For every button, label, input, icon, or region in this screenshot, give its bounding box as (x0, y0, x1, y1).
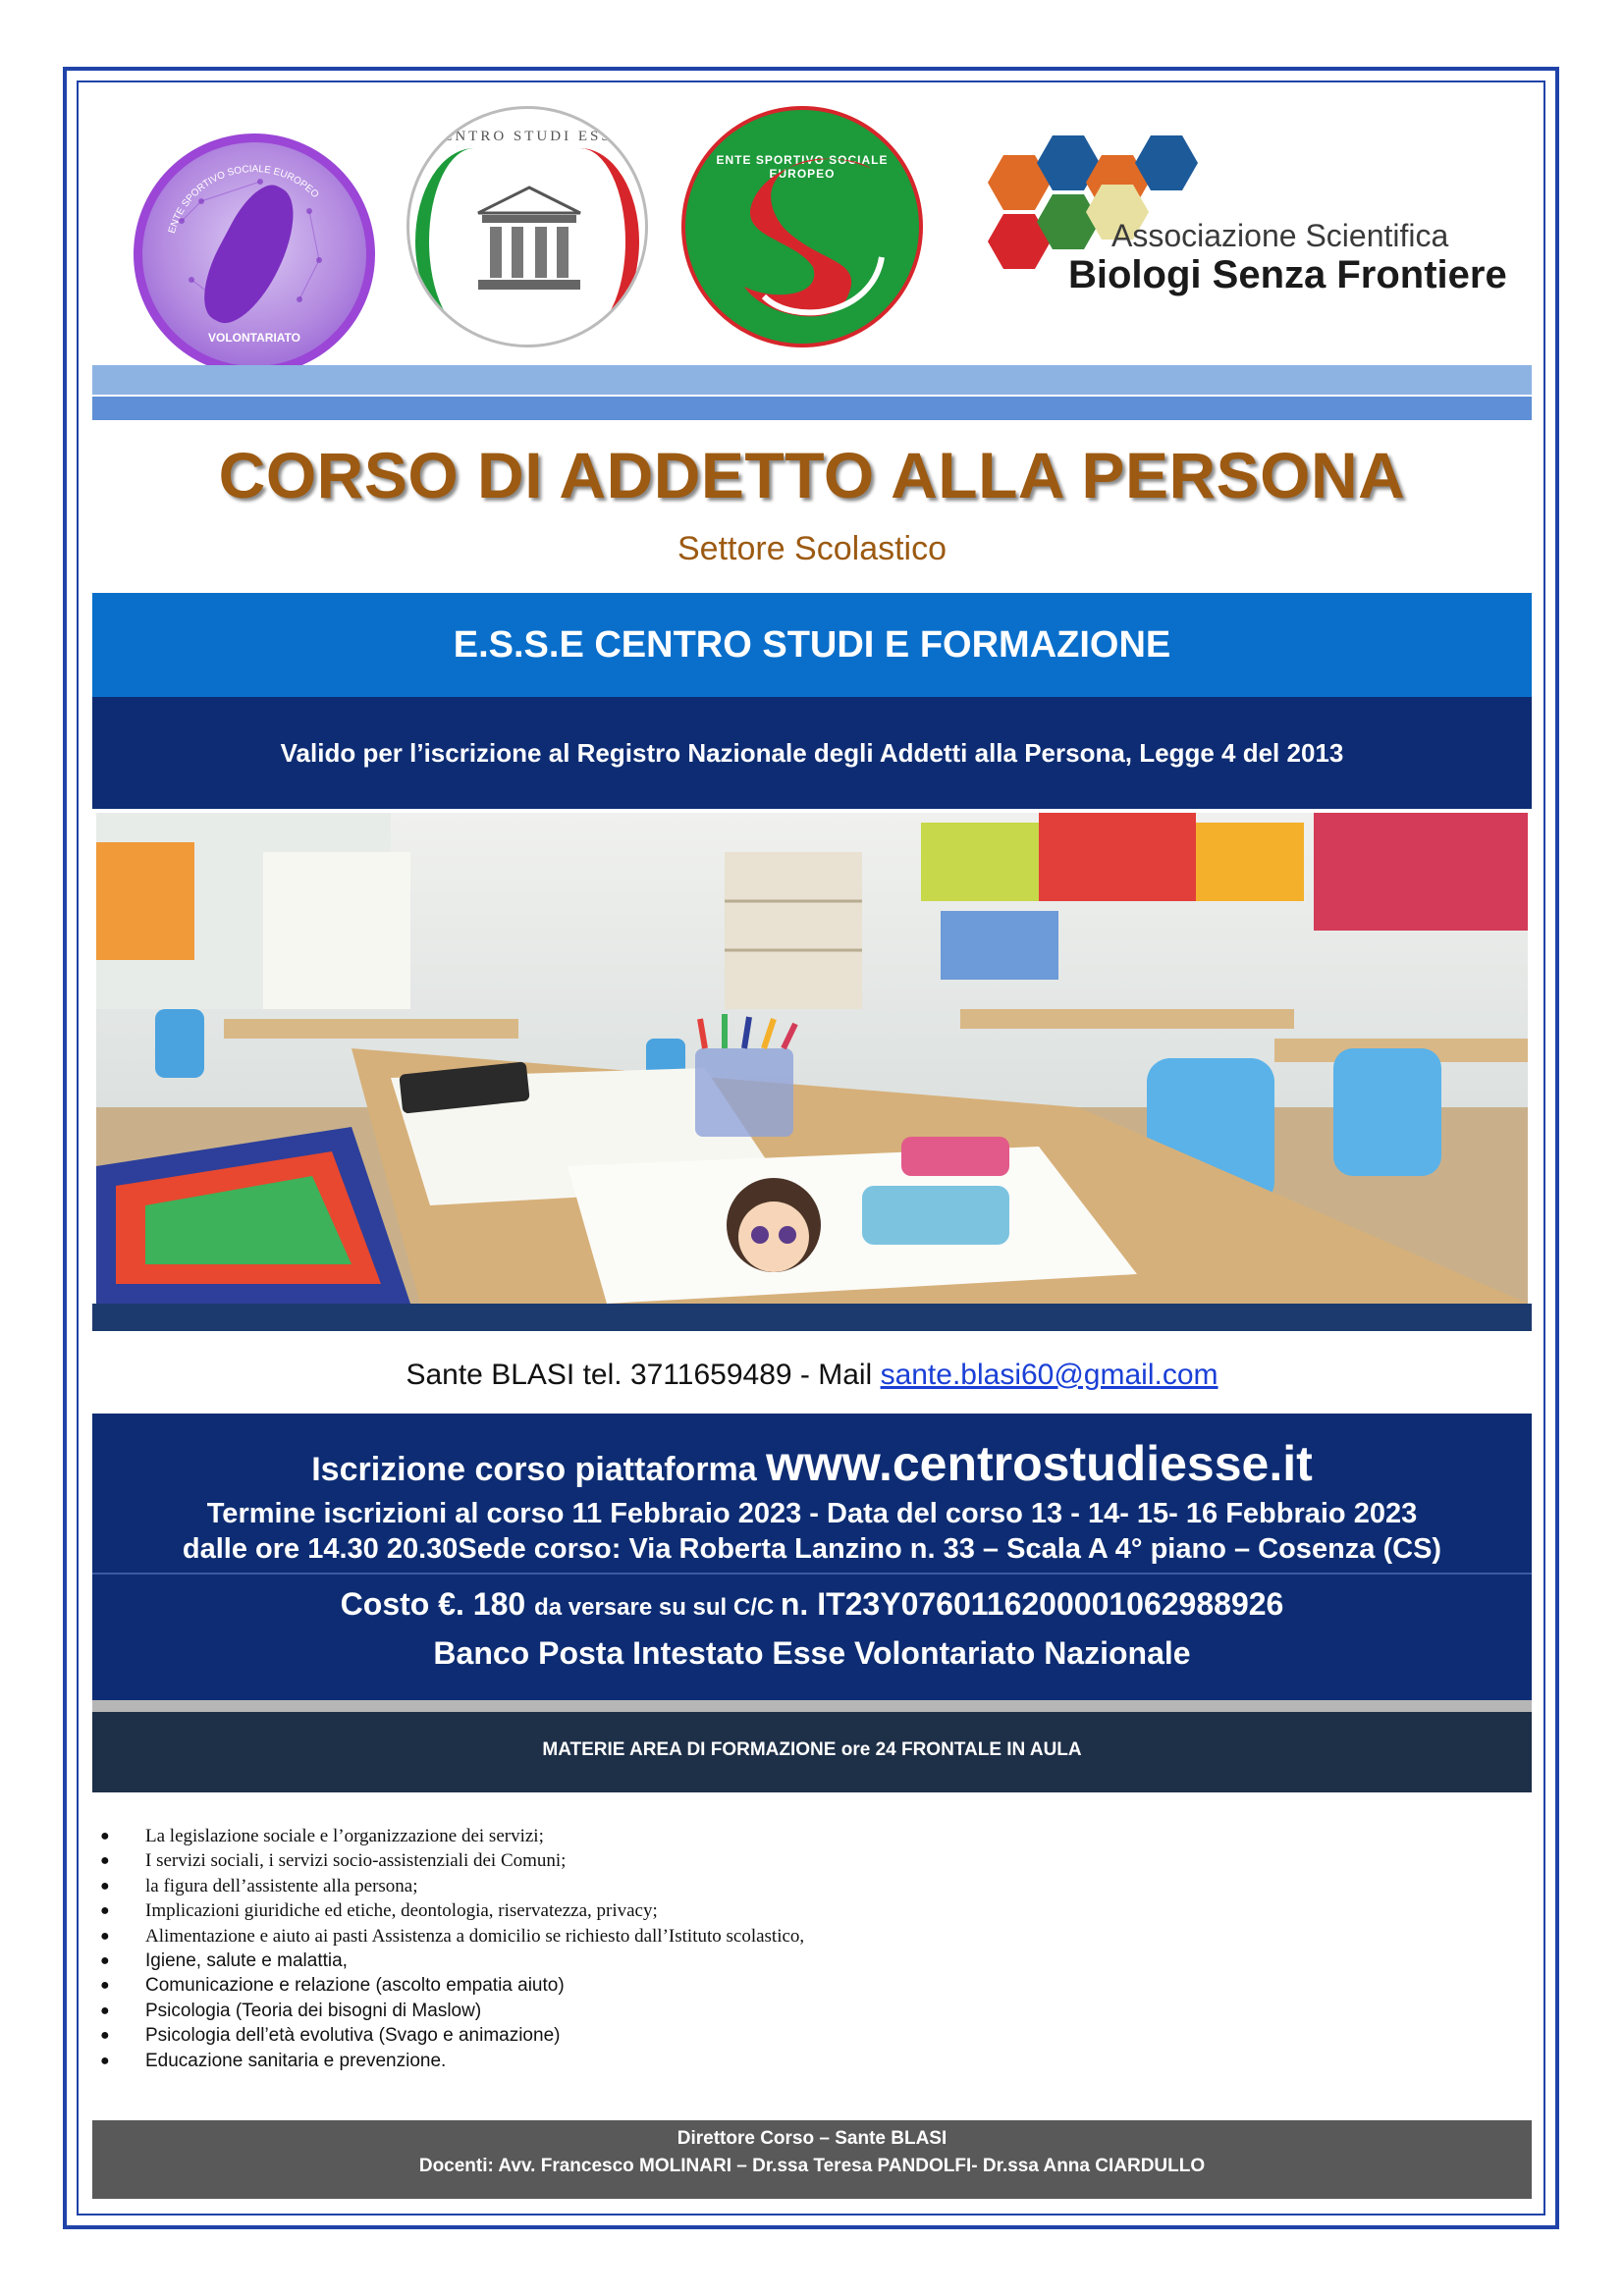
contact-line (92, 1359, 1532, 1392)
bullet-icon: ● (100, 1902, 110, 1920)
list-item: ● Comunicazione e relazione (ascolto empatia aiuto) (100, 1975, 565, 1997)
list-item: ● I servizi sociali, i servizi socio-assistenziali dei Comuni; (100, 1850, 567, 1872)
biologi-senza-frontiere-logo (986, 135, 1536, 302)
bullet-icon: ● (100, 2027, 110, 2045)
divider-line (92, 1573, 1532, 1575)
bullet-icon: ● (100, 1828, 110, 1844)
validity-band (92, 697, 1532, 809)
divider-bar (92, 365, 1532, 395)
bullet-icon: ● (100, 1977, 110, 1995)
contact-text: Sante BLASI tel. 3711659489 - Mail (406, 1359, 881, 1391)
platform-text: Iscrizione corso piattaforma (311, 1451, 767, 1488)
temple-icon (470, 180, 588, 297)
classroom-illustration (96, 813, 1528, 1304)
list-item: ● Igiene, salute e malattia, (100, 1949, 348, 1971)
centro-studi-label: CENTRO STUDI ESSE (430, 129, 624, 144)
list-item: ● Implicazioni giuridiche ed etiche, deontologia, riservatezza, privacy; (100, 1900, 658, 1922)
list-item: ● la figura dell’assistente alla persona; (100, 1875, 418, 1896)
s-emblem-icon (725, 139, 901, 326)
cost-middle: da versare su sul C/C (534, 1594, 781, 1621)
course-title: CORSO DI ADDETTO ALLA PERSONA (218, 439, 1406, 511)
website-link[interactable]: www.centrostudiesse.it (766, 1436, 1313, 1491)
bullet-icon: ● (100, 2002, 110, 2019)
director-line: Direttore Corso – Sante BLASI (677, 2128, 947, 2149)
dates-line: Termine iscrizioni al corso 11 Febbraio 2023 - Data del corso 13 - 14- 15- 16 Febbraio 2023 (206, 1498, 1418, 1529)
registration-band (92, 1414, 1532, 1700)
bsf-line1: Associazione Scientifica (1111, 218, 1449, 253)
bullet-icon: ● (100, 1852, 110, 1870)
list-item: ● La legislazione sociale e l’organizzazione dei servizi; (100, 1826, 544, 1846)
ess-label: ENTE SPORTIVO SOCIALE EUROPEO (716, 153, 889, 181)
list-item: ● Psicologia dell’età evolutiva (Svago e animazione) (100, 2025, 561, 2047)
subjects-header: MATERIE AREA DI FORMAZIONE ore 24 FRONTALE IN AULA (542, 1739, 1082, 1760)
bullet-icon: ● (100, 1951, 110, 1969)
subjects-list (92, 1824, 1532, 2073)
bullet-icon: ● (100, 1877, 110, 1895)
course-subtitle: Settore Scolastico (677, 530, 947, 567)
venue-line: dalle ore 14.30 20.30Sede corso: Via Roberta Lanzino n. 33 – Scala A 4° piano – Cosenza (CS) (182, 1533, 1442, 1565)
ente-sportivo-logo (681, 106, 923, 347)
validity-text: Valido per l’iscrizione al Registro Nazionale degli Addetti alla Persona, Legge 4 del 2013 (280, 738, 1344, 768)
cost-line (92, 1586, 1532, 1623)
email-link[interactable]: sante.blasi60@gmail.com (880, 1359, 1218, 1391)
list-item: ● Psicologia (Teoria dei bisogni di Maslow) (100, 2000, 482, 2021)
iban: n. IT23Y0760116200001062988926 (780, 1586, 1284, 1622)
cost-prefix: Costo €. 180 (340, 1586, 535, 1622)
bullet-icon: ● (100, 1927, 110, 1945)
bullet-icon: ● (100, 2052, 110, 2069)
organizer-name: E.S.S.E CENTRO STUDI E FORMAZIONE (453, 624, 1171, 666)
volontariato-ring-text (142, 142, 366, 366)
volontariato-logo (134, 133, 375, 375)
subjects-header-band (92, 1712, 1532, 1792)
footer-band (92, 2120, 1532, 2199)
bank-line: Banco Posta Intestato Esse Volontariato Nazionale (433, 1635, 1191, 1671)
teachers-line: Docenti: Avv. Francesco MOLINARI – Dr.ssa Teresa PANDOLFI- Dr.ssa Anna CIARDULLO (418, 2156, 1206, 2176)
platform-line (92, 1435, 1532, 1492)
list-item: ● Educazione sanitaria e prevenzione. (100, 2050, 447, 2071)
svg-text:ENTE SPORTIVO SOCIALE EUROPEO: ENTE SPORTIVO SOCIALE EUROPEO (166, 163, 321, 236)
classroom-photo (96, 813, 1528, 1304)
volontariato-label: VOLONTARIATO (208, 331, 300, 345)
centro-studi-esse-logo (406, 106, 648, 347)
organizer-band (92, 593, 1532, 697)
divider-bar (92, 397, 1532, 420)
list-item: ● Alimentazione e aiuto ai pasti Assistenza a domicilio se richiesto dall’Istituto scolastico, (100, 1925, 805, 1947)
divider-bar (92, 1700, 1532, 1712)
bsf-line2: Biologi Senza Frontiere (1068, 253, 1507, 296)
divider-bar (92, 1304, 1532, 1331)
